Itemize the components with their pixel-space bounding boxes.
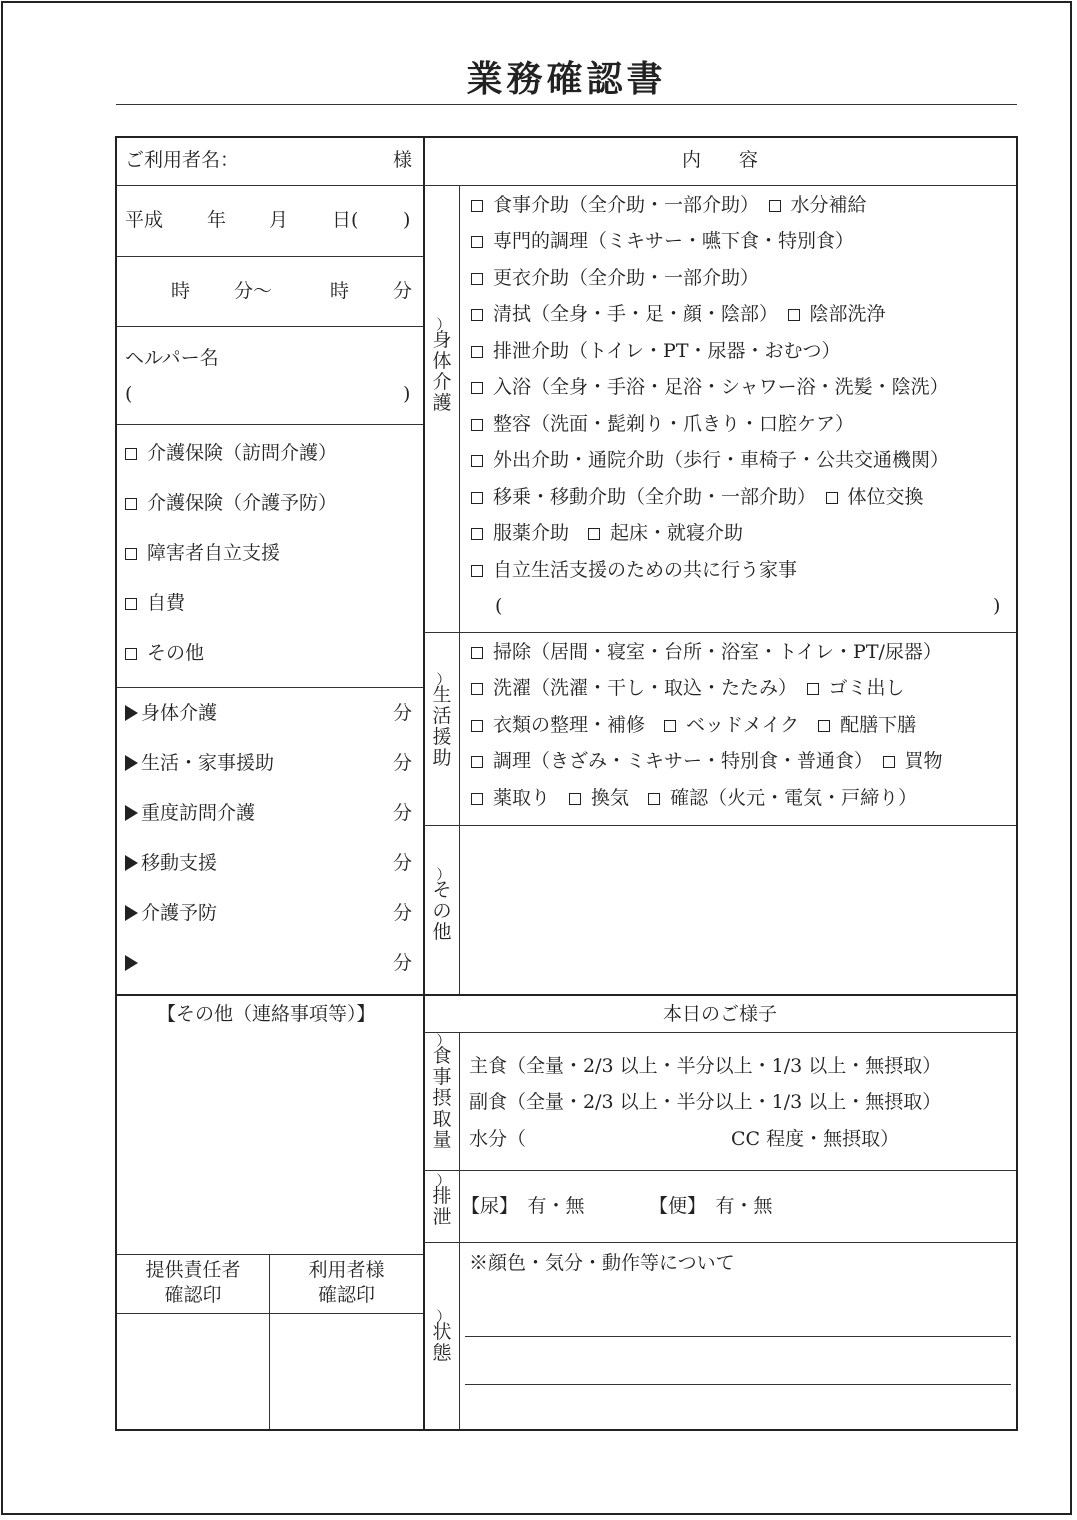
today-heading: 本日のご様子 [662, 1003, 777, 1025]
option-disability-support[interactable]: 障害者自立支援 [125, 541, 280, 565]
stamp-user-label-1: 利用者様 [308, 1259, 385, 1281]
checkbox-icon[interactable] [648, 793, 660, 805]
checkbox-icon[interactable] [788, 309, 800, 321]
checkbox-icon[interactable] [125, 498, 137, 510]
checkbox-icon[interactable] [883, 756, 895, 768]
notes-heading: 【その他（連絡事項等）】 [157, 1003, 376, 1025]
triangle-icon [125, 955, 138, 971]
pc-paren-open: ( [495, 595, 503, 617]
checkbox-icon[interactable] [471, 382, 483, 394]
checkbox-icon[interactable] [125, 598, 137, 610]
date-year: 年 [207, 209, 227, 231]
meal-water-tail: CC 程度・無摂取） [731, 1128, 900, 1150]
time-minute-start: 分～ [234, 280, 273, 302]
stamp-user-box[interactable] [272, 1316, 420, 1426]
service-row: 身体介護 [125, 701, 217, 725]
triangle-icon [125, 855, 138, 871]
triangle-icon [125, 905, 138, 921]
notes-area[interactable] [123, 1030, 417, 1250]
stamp-user-label-2: 確認印 [317, 1284, 375, 1306]
minute-unit: 分 [393, 702, 413, 724]
other-label: ︵ そ の 他 [432, 867, 452, 943]
checkbox-icon[interactable] [471, 309, 483, 321]
helper-name-label: ヘルパー名 [125, 347, 219, 369]
checkbox-icon[interactable] [471, 565, 483, 577]
service-row: 生活・家事援助 [125, 751, 274, 775]
condition-line-1[interactable] [465, 1336, 1011, 1337]
meal-label: ︵ 食 事 摂 取 量 [432, 1033, 452, 1151]
helper-name-close: ) [403, 383, 411, 405]
checkbox-icon[interactable] [471, 455, 483, 467]
checkbox-icon[interactable] [826, 492, 838, 504]
label-column-divider [459, 185, 460, 995]
pc-row[interactable]: 服薬介助 起床・就寝介助 [471, 521, 743, 545]
checkbox-icon[interactable] [471, 720, 483, 732]
minute-unit: 分 [393, 902, 413, 924]
option-insurance-prevention[interactable]: 介護保険（介護予防） [125, 491, 337, 515]
checkbox-icon[interactable] [471, 346, 483, 358]
ls-row[interactable]: 掃除（居間・寝室・台所・浴室・トイレ・PT/尿器） [471, 640, 942, 664]
pc-row[interactable]: 入浴（全身・手浴・足浴・シャワー浴・洗髪・陰洗） [471, 375, 949, 399]
checkbox-icon[interactable] [569, 793, 581, 805]
physical-care-label: ︵ 身 体 介 護 [432, 317, 452, 414]
service-row [125, 951, 141, 975]
time-hour-start: 時 [171, 280, 191, 302]
minute-unit: 分 [393, 752, 413, 774]
excretion-urine[interactable]: 【尿】 有・無 [461, 1195, 585, 1217]
ls-row[interactable]: 洗濯（洗濯・干し・取込・たたみ） ゴミ出し [471, 676, 905, 700]
service-row: 介護予防 [125, 901, 217, 925]
service-row: 移動支援 [125, 851, 217, 875]
option-other[interactable]: その他 [125, 641, 204, 665]
checkbox-icon[interactable] [125, 548, 137, 560]
service-row: 重度訪問介護 [125, 801, 255, 825]
condition-note: ※顔色・気分・動作等について [469, 1252, 735, 1274]
contents-heading: 内 容 [681, 149, 758, 171]
date-month: 月 [269, 209, 289, 231]
pc-row[interactable]: 排泄介助（トイレ・PT・尿器・おむつ） [471, 339, 841, 363]
checkbox-icon[interactable] [664, 720, 676, 732]
pc-row[interactable]: 専門的調理（ミキサー・嚥下食・特別食） [471, 229, 854, 253]
pc-row[interactable]: 外出介助・通院介助（歩行・車椅子・公共交通機関） [471, 448, 949, 472]
pc-row[interactable]: 更衣介助（全介助・一部介助） [471, 266, 759, 290]
helper-name-open: ( [125, 383, 133, 405]
checkbox-icon[interactable] [471, 756, 483, 768]
checkbox-icon[interactable] [807, 683, 819, 695]
stamp-provider-box[interactable] [119, 1316, 267, 1426]
time-minute-end: 分 [393, 280, 413, 302]
triangle-icon [125, 805, 138, 821]
other-input-area[interactable] [463, 830, 1011, 990]
label-column-divider-lower [459, 1032, 460, 1429]
option-self-pay[interactable]: 自費 [125, 591, 185, 615]
checkbox-icon[interactable] [125, 648, 137, 660]
user-name-label: ご利用者名： [125, 149, 240, 171]
checkbox-icon[interactable] [471, 683, 483, 695]
minute-unit: 分 [393, 852, 413, 874]
pc-row[interactable]: 整容（洗面・髭剃り・爪きり・口腔ケア） [471, 412, 854, 436]
page-title: 業務確認書 [116, 54, 1017, 105]
ls-row[interactable]: 薬取り 換気 確認（火元・電気・戸締り） [471, 786, 917, 810]
ls-row[interactable]: 衣類の整理・補修 ベッドメイク 配膳下膳 [471, 713, 916, 737]
pc-row[interactable]: 食事介助（全介助・一部介助） 水分補給 [471, 193, 867, 217]
minute-unit: 分 [393, 952, 413, 974]
user-name-suffix: 様 [393, 149, 413, 171]
time-hour-end: 時 [330, 280, 350, 302]
stamp-provider-label-1: 提供責任者 [145, 1259, 241, 1281]
pc-row[interactable]: 移乗・移動介助（全介助・一部介助） 体位交換 [471, 485, 924, 509]
meal-water-label: 水分（ [469, 1128, 527, 1150]
stamp-provider-label-2: 確認印 [164, 1284, 222, 1306]
checkbox-icon[interactable] [818, 720, 830, 732]
checkbox-icon[interactable] [471, 492, 483, 504]
checkbox-icon[interactable] [588, 528, 600, 540]
confirmation-form [115, 136, 1018, 1431]
triangle-icon [125, 755, 138, 771]
condition-label: ︵ 状 態 [432, 1309, 452, 1364]
life-support-label: ︵ 生 活 援 助 [432, 672, 452, 769]
checkbox-icon[interactable] [125, 448, 137, 460]
meal-side: 副食（全量・2/3 以上・半分以上・1/3 以上・無摂取） [469, 1091, 942, 1113]
checkbox-icon[interactable] [471, 236, 483, 248]
date-era: 平成 [125, 209, 164, 231]
date-day: 日( [332, 209, 359, 231]
checkbox-icon[interactable] [471, 273, 483, 285]
checkbox-icon[interactable] [471, 528, 483, 540]
checkbox-icon[interactable] [471, 200, 483, 212]
checkbox-icon[interactable] [471, 793, 483, 805]
ls-row[interactable]: 調理（きざみ・ミキサー・特別食・普通食） 買物 [471, 749, 943, 773]
minute-unit: 分 [393, 802, 413, 824]
pc-row[interactable]: 自立生活支援のための共に行う家事 [471, 558, 797, 582]
checkbox-icon[interactable] [471, 647, 483, 659]
excretion-stool[interactable]: 【便】 有・無 [649, 1195, 773, 1217]
checkbox-icon[interactable] [471, 419, 483, 431]
pc-paren-close: ) [993, 595, 1001, 617]
triangle-icon [125, 705, 138, 721]
checkbox-icon[interactable] [769, 200, 781, 212]
option-insurance-visit[interactable]: 介護保険（訪問介護） [125, 441, 337, 465]
meal-main: 主食（全量・2/3 以上・半分以上・1/3 以上・無摂取） [469, 1055, 942, 1077]
pc-row[interactable]: 清拭（全身・手・足・顔・陰部） 陰部洗浄 [471, 302, 886, 326]
condition-line-2[interactable] [465, 1384, 1011, 1385]
date-day-close: ) [403, 209, 411, 231]
excretion-label: ︵ 排 泄 [432, 1173, 452, 1228]
